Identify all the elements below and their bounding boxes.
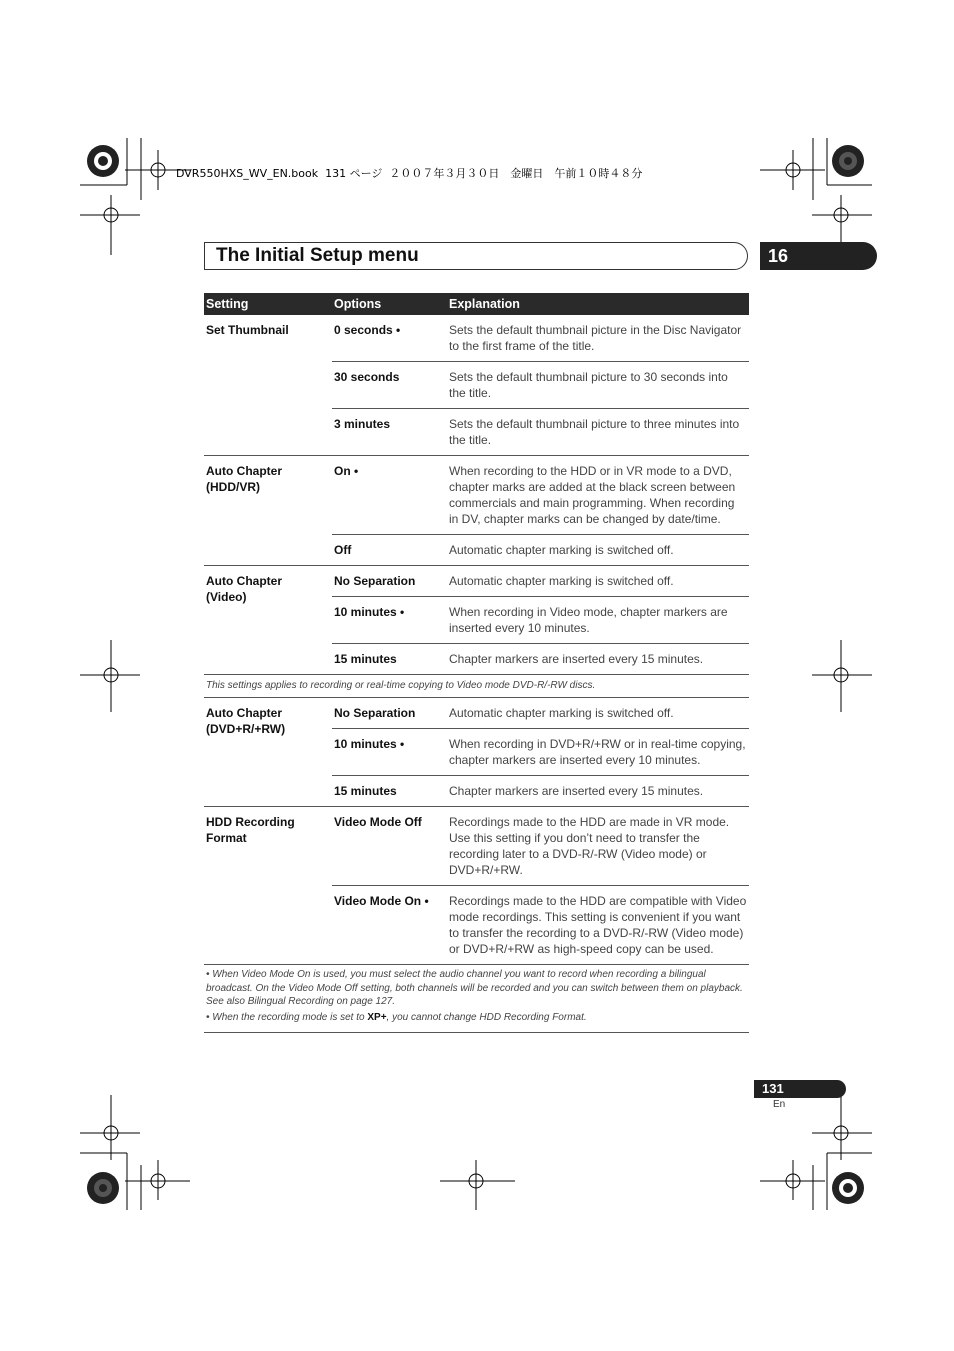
print-header-info: DVR550HXS_WV_EN.book 131 ページ ２００７年３月３０日 金曜日 午前１０時４８分: [176, 167, 643, 180]
setting-name: Set Thumbnail: [206, 323, 289, 337]
table-row: [204, 315, 749, 362]
setting-name: [204, 566, 332, 675]
option-value: No Separation: [332, 698, 447, 729]
option-value: 0 seconds •: [334, 323, 401, 337]
option-value: Video Mode On •: [332, 886, 447, 965]
option-explanation: When recording to the HDD or in VR mode to a DVD, chapter marks are added at the black screen between commercials and main programming. When recording in DV, chapter marks can be changed by date/time.: [447, 456, 749, 535]
option-value: 30 seconds: [332, 362, 447, 409]
setting-name-line: (Video): [206, 590, 247, 604]
page-number: 131: [762, 1081, 784, 1096]
header-setting: Setting: [204, 293, 332, 315]
option-value: Video Mode Off: [332, 807, 447, 886]
option-explanation: Sets the default thumbnail picture in the Disc Navigator to the first frame of the title.: [449, 323, 742, 353]
chapter-number: 16: [768, 246, 789, 266]
table-row: [204, 698, 749, 729]
option-value: 3 minutes: [332, 409, 447, 456]
option-value: 15 minutes: [332, 776, 447, 807]
video-mode-note: This settings applies to recording or real-time copying to Video mode DVD-R/-RW discs.: [204, 675, 749, 698]
table-row: [204, 456, 749, 535]
option-explanation: When recording in Video mode, chapter markers are inserted every 10 minutes.: [447, 597, 749, 644]
option-explanation: Automatic chapter marking is switched off.: [447, 535, 749, 566]
setting-name: [204, 456, 332, 566]
setting-name: [204, 807, 332, 965]
setting-name: [204, 698, 332, 807]
table-header-row: [204, 293, 749, 315]
table-footnote-row: [204, 965, 749, 1033]
setting-name-line: (HDD/VR): [206, 480, 260, 494]
setting-name-line: Format: [206, 831, 247, 845]
page-language: En: [773, 1099, 786, 1110]
footnote: [206, 1011, 747, 1025]
setting-name-line: Auto Chapter: [206, 464, 282, 478]
setting-name-line: HDD Recording: [206, 815, 295, 829]
settings-table: [204, 293, 749, 1033]
option-explanation: Automatic chapter marking is switched off.: [447, 698, 749, 729]
option-explanation: When recording in DVD+R/+RW or in real-time copying, chapter markers are inserted every 10 minutes.: [447, 729, 749, 776]
header-explanation: Explanation: [447, 293, 749, 315]
option-value: 10 minutes •: [332, 729, 447, 776]
section-title: The Initial Setup menu: [216, 245, 419, 266]
option-explanation: Recordings made to the HDD are compatible with Video mode recordings. This setting is convenient if you want to transfer the recording to a DVD-R/-RW (Video mode) or DVD+R/+RW as high-speed copy can be used.: [447, 886, 749, 965]
footnote-bold: XP+: [367, 1011, 387, 1023]
option-explanation: Sets the default thumbnail picture to 30 seconds into the title.: [447, 362, 749, 409]
option-explanation: Automatic chapter marking is switched off.: [447, 566, 749, 597]
option-explanation: Chapter markers are inserted every 15 minutes.: [447, 776, 749, 807]
option-explanation: Sets the default thumbnail picture to three minutes into the title.: [447, 409, 749, 456]
option-value: 10 minutes •: [332, 597, 447, 644]
option-value: On •: [332, 456, 447, 535]
header-options: Options: [332, 293, 447, 315]
setting-name-line: Auto Chapter: [206, 574, 282, 588]
footnote-text: , you cannot change HDD Recording Format.: [386, 1011, 587, 1023]
footnote: • When Video Mode On is used, you must select the audio channel you want to record when recording a bilingual broadcast. On the Video Mode Off setting, both channels will be recorded and you can switch between them on playback. See also Bilingual Recording on page 127.: [206, 969, 743, 1007]
table-row: [204, 807, 749, 886]
option-explanation: Recordings made to the HDD are made in VR mode. Use this setting if you don’t need to transfer the recording later to a DVD-R/-RW (Video mode) or DVD+R/+RW.: [447, 807, 749, 886]
option-value: No Separation: [332, 566, 447, 597]
footnotes: [204, 965, 749, 1033]
option-value: Off: [332, 535, 447, 566]
footnote-text: • When the recording mode is set to: [206, 1011, 368, 1023]
setting-name-line: (DVD+R/+RW): [206, 722, 286, 736]
setting-name-line: Auto Chapter: [206, 706, 282, 720]
option-explanation: Chapter markers are inserted every 15 minutes.: [447, 644, 749, 675]
table-note-row: [204, 675, 749, 698]
option-value: 15 minutes: [332, 644, 447, 675]
table-row: [204, 566, 749, 597]
